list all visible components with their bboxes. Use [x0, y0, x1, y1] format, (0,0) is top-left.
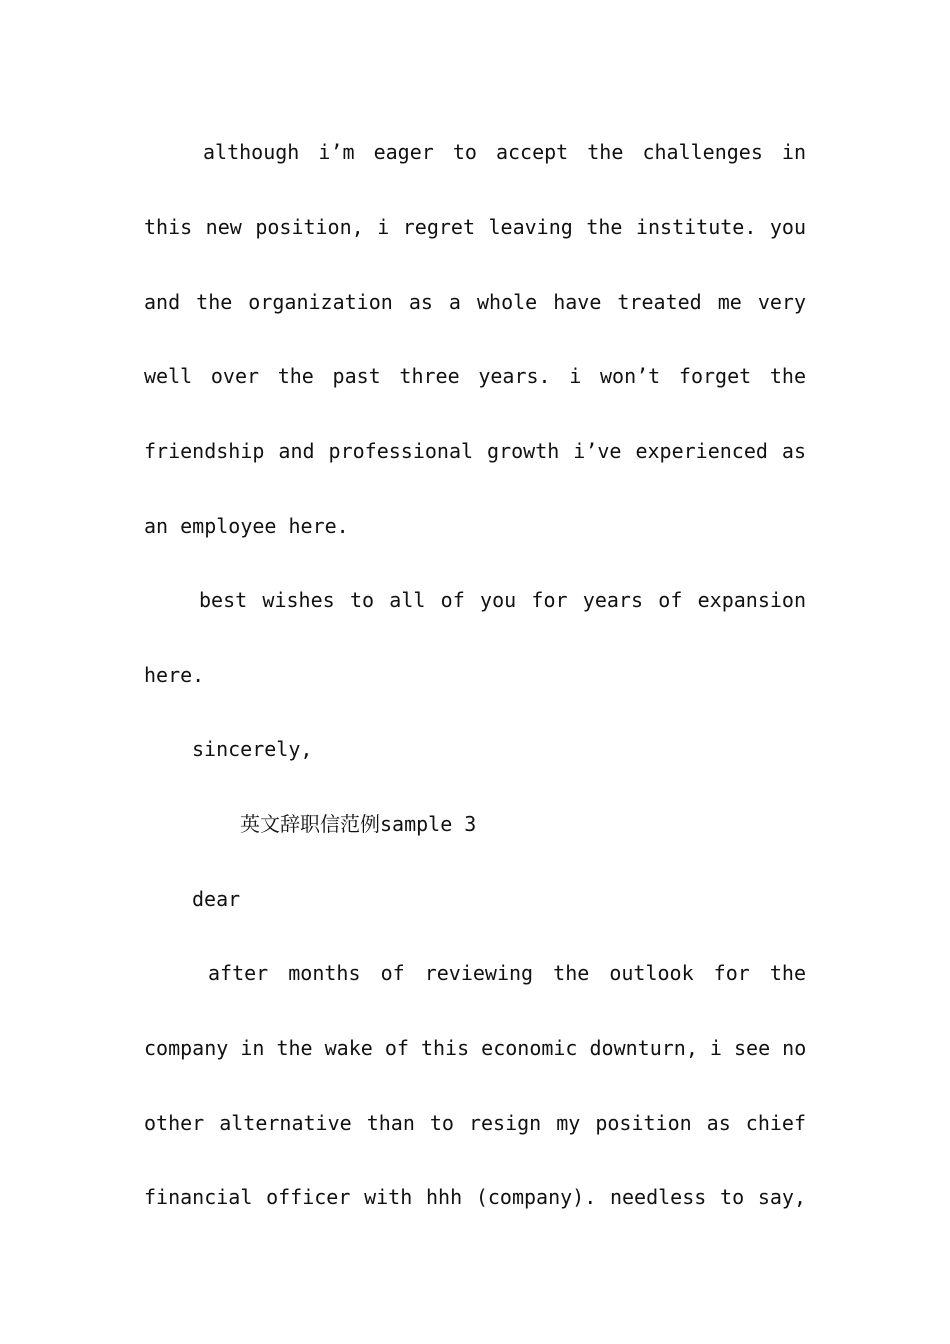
- paragraph-2-line-1: best wishes to all of you for years of expansion: [199, 588, 806, 612]
- paragraph-1-line-3: and the organization as a whole have treated me very: [144, 290, 806, 314]
- paragraph-1-line-1: although i’m eager to accept the challenges in: [203, 140, 806, 164]
- section-heading-en: sample 3: [380, 812, 477, 836]
- paragraph-1-line-5: friendship and professional growth i’ve experienced as: [144, 439, 806, 463]
- paragraph-1-line-2: this new position, i regret leaving the institute. you: [144, 215, 806, 239]
- section-heading-cn: 英文辞职信范例: [240, 812, 380, 836]
- paragraph-1-line-6: an employee here.: [144, 514, 349, 538]
- section-heading: [240, 812, 806, 836]
- paragraph-3-line-3: other alternative than to resign my position as chief: [144, 1111, 806, 1135]
- paragraph-3-line-4: financial officer with hhh (company). needless to say,: [144, 1185, 806, 1209]
- paragraph-3-line-1: after months of reviewing the outlook for the: [208, 961, 806, 985]
- closing: sincerely,: [192, 737, 313, 761]
- paragraph-1-line-4: well over the past three years. i won’t forget the: [144, 364, 806, 388]
- paragraph-3-line-2: company in the wake of this economic downturn, i see no: [144, 1036, 806, 1060]
- salutation: dear: [192, 887, 241, 911]
- paragraph-2-line-2: here.: [144, 663, 205, 687]
